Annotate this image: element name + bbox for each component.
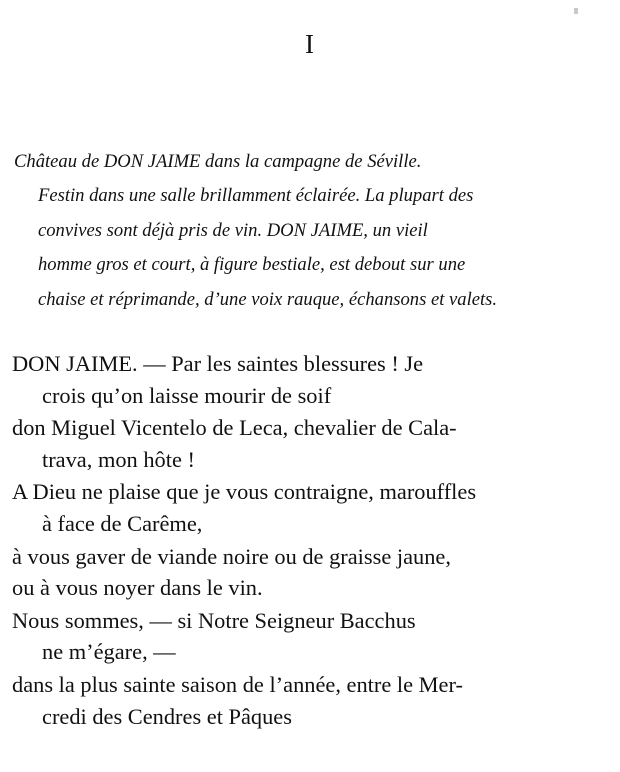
scan-speck [574, 8, 578, 14]
dialogue-line: DON JAIME. — Par les saintes blessures ! Je [12, 351, 424, 376]
dialogue-line: A Dieu ne plaise que je vous contraigne, marouffles [12, 479, 477, 505]
act-number: I [305, 29, 315, 59]
dialogue-line: à vous gaver de viande noire ou de graisse jaune, [12, 543, 451, 569]
stage-direction [14, 145, 614, 317]
dialogue-line: à face de Carême, [42, 510, 203, 536]
stage-direction-line: Château de DON JAIME dans la campagne de Séville. [14, 151, 422, 172]
dialogue-line: Nous sommes, — si Notre Seigneur Bacchus [12, 607, 416, 633]
stage-direction-line: chaise et réprimande, d’une voix rauque, échansons et valets. [38, 288, 498, 310]
dialogue-line: ne m’égare, — [42, 639, 176, 665]
dialogue-line: credi des Cendres et Pâques [42, 703, 292, 729]
dialogue-line: trava, mon hôte ! [42, 446, 195, 472]
dialogue-line: crois qu’on laisse mourir de soif [42, 382, 332, 408]
stage-direction-line: homme gros et court, à figure bestiale, est debout sur une [38, 254, 466, 276]
dialogue-line: ou à vous noyer dans le vin. [12, 575, 263, 601]
stage-direction-line: convives sont déjà pris de vin. DON JAIME, un vieil [38, 219, 428, 241]
dialogue [12, 348, 612, 732]
stage-direction-line: Festin dans une salle brillamment éclairée. La plupart des [38, 185, 474, 207]
dialogue-line: don Miguel Vicentelo de Leca, chevalier de Cala- [12, 415, 457, 441]
dialogue-line: dans la plus sainte saison de l’année, entre le Mer- [12, 671, 463, 697]
